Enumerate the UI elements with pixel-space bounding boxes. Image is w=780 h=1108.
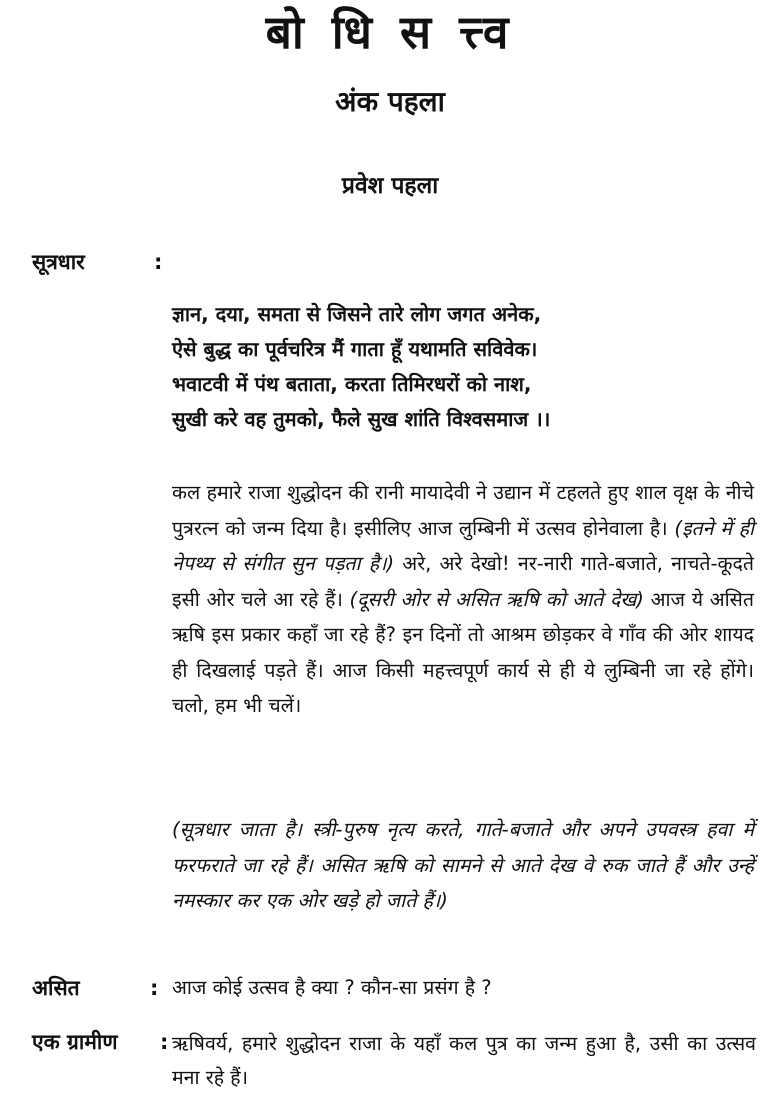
act-heading: अंक पहला [335,85,445,118]
speaker-villager-colon: : [160,1030,169,1054]
villager-speech: ऋषिवर्य, हमारे शुद्धोदन राजा के यहाँ कल पुत्र का जन्म हुआ है, उसी का उत्सव मना रहे हैं। [172,1032,756,1089]
verse-line: ज्ञान, दया, समता से जिसने तारे लोग जगत अनेक, [172,302,542,326]
verse-line: ऐसे बुद्ध का पूर्वचरित्र मैं गाता हूँ यथामति सविवेक। [172,337,538,361]
narrator-speech [172,475,754,724]
scene-heading: प्रवेश पहला [341,173,439,199]
verse-line: भवाटवी में पंथ बताता, करता तिमिरधरों को नाश, [172,372,532,396]
speaker-asit: असित [32,976,80,1000]
stage-direction-block: (सूत्रधार जाता है। स्त्री-पुरुष नृत्य करते, गाते-बजाते और अपने उपवस्त्र हवा में फरफराते जा रहे हैं। असित ऋषि को सामने से आते देख वे रुक जाते हैं और उन्हें नमस्कार कर एक ओर खड़े हो जाते हैं।) [172,818,754,912]
stage-direction: (इतने में ही नेपथ्य से संगीत सुन पड़ता है।) [172,516,755,575]
verse-line: सुखी करे वह तुमको, फैले सुख शांति विश्वसमाज ।। [172,407,551,431]
speaker-villager: एक ग्रामीण [32,1030,118,1054]
stage-direction: (दूसरी ओर से असित ऋषि को आते देख) [349,587,644,611]
speaker-narrator: सूत्रधार [32,250,85,274]
speech-text: अरे, अरे देखो! नर-नारी गाते-बजाते, नाचते-कूदते इसी ओर चले आ रहे हैं। [172,552,754,611]
speaker-narrator-colon: : [154,250,163,274]
asit-speech: आज कोई उत्सव है क्या ? कौन-सा प्रसंग है ? [172,976,492,999]
speech-text: आज ये असित ऋषि इस प्रकार कहाँ जा रहे हैं? इन दिनों तो आश्रम छोड़कर वे गाँव की ओर शायद ही दिखलाई पड़ते हैं। आज किसी महत्त्वपूर्ण कार्य से ही ये लुम्बिनी जा रहे होंगे। चलो, हम भी चलें। [172,587,754,717]
opening-verse [172,297,752,437]
book-title: बो धि स त्त्व [265,5,515,59]
speech-text: कल हमारे राजा शुद्धोदन की रानी मायादेवी ने उद्यान में टहलते हुए शाल वृक्ष के नीचे पुत्ररत्न को जन्म दिया है। इसीलिए आज लुम्बिनी में उत्सव होनेवाला है। [172,481,754,540]
speaker-asit-colon: : [150,976,159,1000]
